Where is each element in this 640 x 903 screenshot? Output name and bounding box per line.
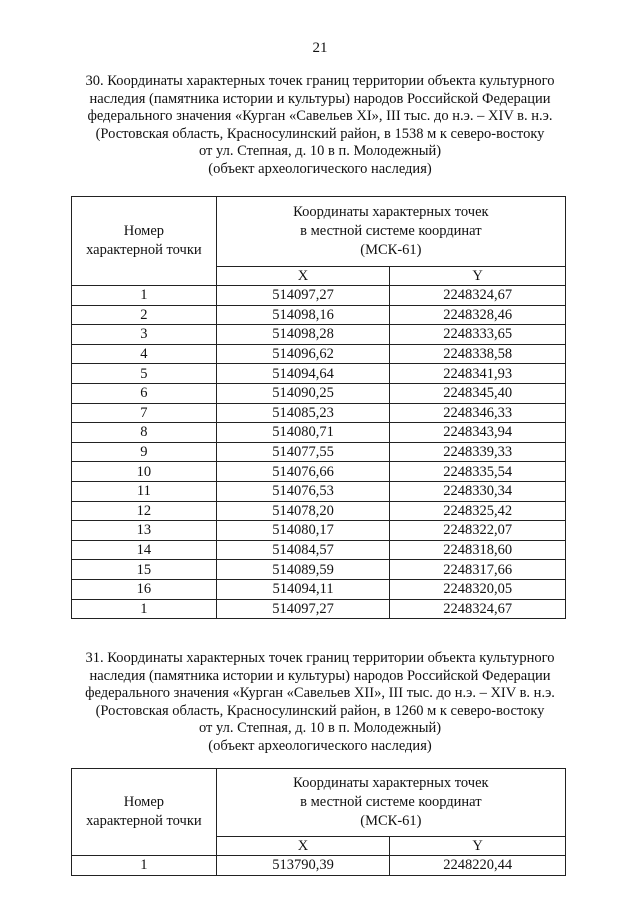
cell-x: 514076,53 (216, 481, 390, 501)
cell-x: 514096,62 (216, 344, 390, 364)
heading-line: наследия (памятника истории и культуры) народов Российской Федерации (89, 667, 551, 684)
cell-x: 514076,66 (216, 462, 390, 482)
header-coords-line: в местной системе координат (300, 223, 482, 239)
table-row (72, 501, 566, 521)
header-point-line: характерной точки (86, 813, 202, 829)
heading-line: (Ростовская область, Красносулинский район, в 1538 м к северо-востоку (95, 125, 545, 142)
header-point-number (72, 197, 217, 286)
cell-point-number: 16 (72, 579, 217, 599)
table-row (72, 481, 566, 501)
cell-x: 514077,55 (216, 442, 390, 462)
cell-x: 514080,71 (216, 423, 390, 443)
cell-point-number: 15 (72, 560, 217, 580)
heading-line: от ул. Степная, д. 10 в п. Молодежный) (198, 143, 442, 160)
table-row (72, 560, 566, 580)
header-coordinates (216, 769, 565, 837)
table-row (72, 325, 566, 345)
page-number: 21 (312, 40, 328, 56)
cell-point-number: 12 (72, 501, 217, 521)
heading-line: (объект археологического наследия) (208, 737, 432, 754)
cell-x: 514090,25 (216, 383, 390, 403)
table-row (72, 344, 566, 364)
cell-point-number: 14 (72, 540, 217, 560)
cell-point-number: 1 (72, 856, 217, 876)
cell-x: 514097,27 (216, 286, 390, 306)
table-row (72, 579, 566, 599)
cell-y: 2248322,07 (390, 521, 566, 541)
table-row (72, 856, 566, 876)
table-row (72, 403, 566, 423)
cell-y: 2248330,34 (390, 481, 566, 501)
cell-y: 2248324,67 (390, 599, 566, 619)
cell-x: 514078,20 (216, 501, 390, 521)
cell-y: 2248324,67 (390, 286, 566, 306)
section-heading-30 (70, 73, 570, 179)
cell-point-number: 1 (72, 286, 217, 306)
table-row (72, 599, 566, 619)
heading-line: 30. Координаты характерных точек границ территории объекта культурного (85, 73, 555, 89)
cell-point-number: 7 (72, 403, 217, 423)
header-coords-line: в местной системе координат (300, 794, 482, 810)
cell-x: 514094,11 (216, 579, 390, 599)
header-point-line: Номер (123, 223, 165, 239)
header-coords-line: Координаты характерных точек (293, 204, 489, 220)
heading-line: федерального значения «Курган «Савельев XI», III тыс. до н.э. – XIV в. н.э. (87, 108, 553, 125)
cell-y: 2248318,60 (390, 540, 566, 560)
cell-x: 514084,57 (216, 540, 390, 560)
cell-x: 514080,17 (216, 521, 390, 541)
heading-line: наследия (памятника истории и культуры) народов Российской Федерации (89, 90, 551, 107)
section-heading-31 (70, 650, 570, 756)
cell-y: 2248338,58 (390, 344, 566, 364)
header-point-line: характерной точки (86, 242, 202, 258)
heading-line: 31. Координаты характерных точек границ территории объекта культурного (85, 650, 555, 666)
cell-point-number: 6 (72, 383, 217, 403)
header-coordinates (216, 197, 565, 267)
cell-y: 2248345,40 (390, 383, 566, 403)
cell-point-number: 10 (72, 462, 217, 482)
table-row (72, 364, 566, 384)
cell-point-number: 8 (72, 423, 217, 443)
cell-y: 2248220,44 (390, 856, 566, 876)
cell-y: 2248343,94 (390, 423, 566, 443)
coordinates-table-30 (71, 196, 566, 619)
cell-y: 2248328,46 (390, 305, 566, 325)
cell-point-number: 4 (72, 344, 217, 364)
heading-line: от ул. Степная, д. 10 в п. Молодежный) (198, 720, 442, 737)
cell-point-number: 13 (72, 521, 217, 541)
cell-x: 514097,27 (216, 599, 390, 619)
cell-point-number: 1 (72, 599, 217, 619)
cell-point-number: 5 (72, 364, 217, 384)
table-row (72, 423, 566, 443)
table-body (72, 286, 566, 619)
cell-y: 2248317,66 (390, 560, 566, 580)
header-point-line: Номер (123, 794, 165, 810)
cell-point-number: 11 (72, 481, 217, 501)
cell-x: 514098,28 (216, 325, 390, 345)
coordinates-table-31 (71, 768, 566, 876)
cell-x: 514085,23 (216, 403, 390, 423)
cell-y: 2248346,33 (390, 403, 566, 423)
heading-line: (объект археологического наследия) (208, 160, 432, 177)
header-coords-line: (МСК-61) (360, 813, 422, 829)
header-y: Y (390, 267, 566, 286)
cell-y: 2248339,33 (390, 442, 566, 462)
table-row (72, 442, 566, 462)
header-x: X (216, 837, 390, 856)
header-point-number (72, 769, 217, 856)
table-body (72, 856, 566, 876)
cell-x: 514098,16 (216, 305, 390, 325)
table-row (72, 462, 566, 482)
header-x: X (216, 267, 390, 286)
table-row (72, 286, 566, 306)
cell-y: 2248325,42 (390, 501, 566, 521)
cell-point-number: 9 (72, 442, 217, 462)
cell-point-number: 3 (72, 325, 217, 345)
table-row (72, 521, 566, 541)
cell-y: 2248320,05 (390, 579, 566, 599)
cell-x: 514089,59 (216, 560, 390, 580)
cell-y: 2248333,65 (390, 325, 566, 345)
header-coords-line: (МСК-61) (360, 242, 422, 258)
header-y: Y (390, 837, 566, 856)
header-coords-line: Координаты характерных точек (293, 775, 489, 791)
table-row (72, 383, 566, 403)
table-row (72, 305, 566, 325)
heading-line: федерального значения «Курган «Савельев XII», III тыс. до н.э. – XIV в. н.э. (85, 685, 555, 702)
heading-line: (Ростовская область, Красносулинский район, в 1260 м к северо-востоку (95, 702, 545, 719)
cell-point-number: 2 (72, 305, 217, 325)
cell-y: 2248335,54 (390, 462, 566, 482)
cell-x: 513790,39 (216, 856, 390, 876)
cell-x: 514094,64 (216, 364, 390, 384)
cell-y: 2248341,93 (390, 364, 566, 384)
table-row (72, 540, 566, 560)
